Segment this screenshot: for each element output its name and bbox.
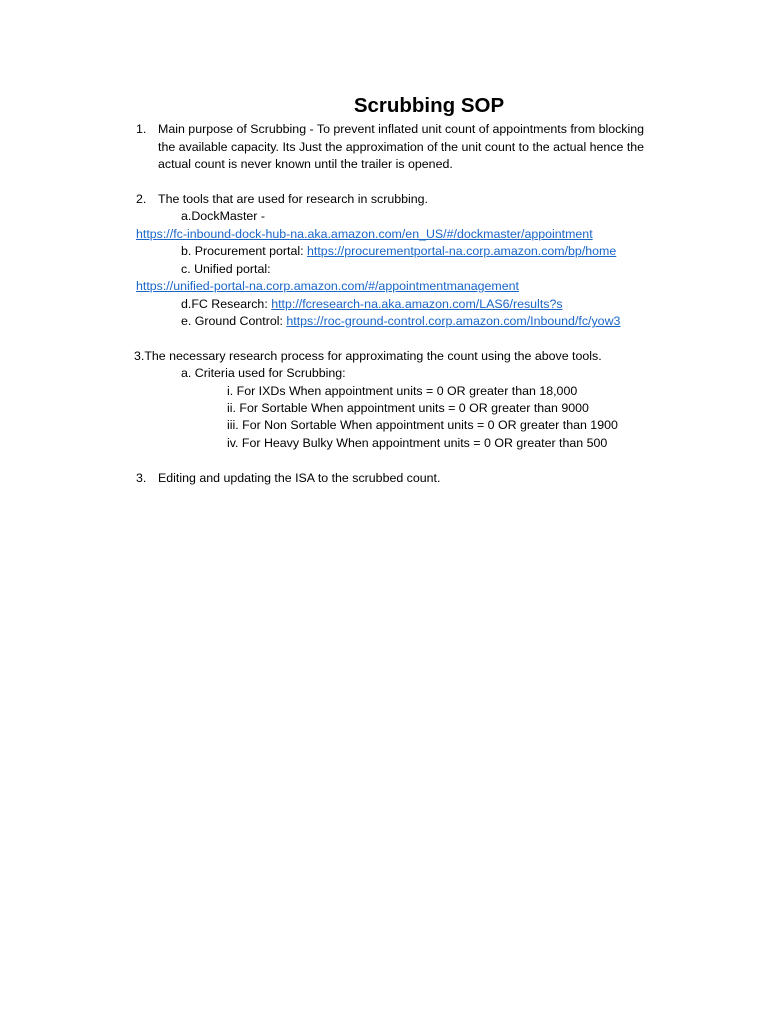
list-number-3: 3. [136, 470, 147, 485]
item1-line2: the available capacity. Its Just the approximation of the unit count to the actual hence the [158, 139, 645, 154]
list-number-1: 1. [136, 122, 147, 136]
groundcontrol-label: e. Ground Control: [181, 314, 287, 328]
procurement-line [181, 243, 616, 260]
fcresearch-line [181, 296, 563, 313]
dockmaster-label: a.DockMaster - [181, 209, 265, 223]
unified-portal-link[interactable]: https://unified-portal-na.corp.amazon.com/#/appointmentmanagement [136, 279, 519, 293]
fcresearch-label: d.FC Research: [181, 296, 272, 311]
criteria-item: iv. For Heavy Bulky When appointment units = 0 OR greater than 500 [227, 435, 608, 450]
criteria-item: ii. For Sortable When appointment units = 0 OR greater than 9000 [227, 401, 589, 415]
list-number-2: 2. [136, 192, 147, 206]
item1-line1: Main purpose of Scrubbing - To prevent inflated unit count of appointments from blocking [158, 122, 645, 136]
item2-heading: The tools that are used for research in scrubbing. [158, 192, 428, 206]
page-title: Scrubbing SOP [353, 94, 505, 117]
item4-text: Editing and updating the ISA to the scrubbed count. [158, 470, 441, 485]
groundcontrol-link[interactable]: https://roc-ground-control.corp.amazon.com/Inbound/fc/yow3 [286, 314, 621, 328]
unified-label: c. Unified portal: [181, 261, 271, 276]
criteria-label: a. Criteria used for Scrubbing: [181, 366, 346, 380]
groundcontrol-line [181, 313, 620, 330]
dockmaster-link[interactable]: https://fc-inbound-dock-hub-na.aka.amazon.com/en_US/#/dockmaster/appointment [136, 226, 593, 241]
item1-line3: actual count is never known until the trailer is opened. [158, 157, 453, 171]
criteria-item: iii. For Non Sortable When appointment units = 0 OR greater than 1900 [227, 418, 618, 432]
procurement-label: b. Procurement portal: [181, 244, 308, 258]
procurement-link[interactable]: https://procurementportal-na.corp.amazon.com/bp/home [307, 244, 617, 258]
criteria-item: i. For IXDs When appointment units = 0 OR greater than 18,000 [227, 383, 578, 398]
fcresearch-link[interactable]: http://fcresearch-na.aka.amazon.com/LAS6/results?s [271, 296, 563, 311]
item3-heading: 3.The necessary research process for approximating the count using the above tools. [134, 348, 602, 363]
